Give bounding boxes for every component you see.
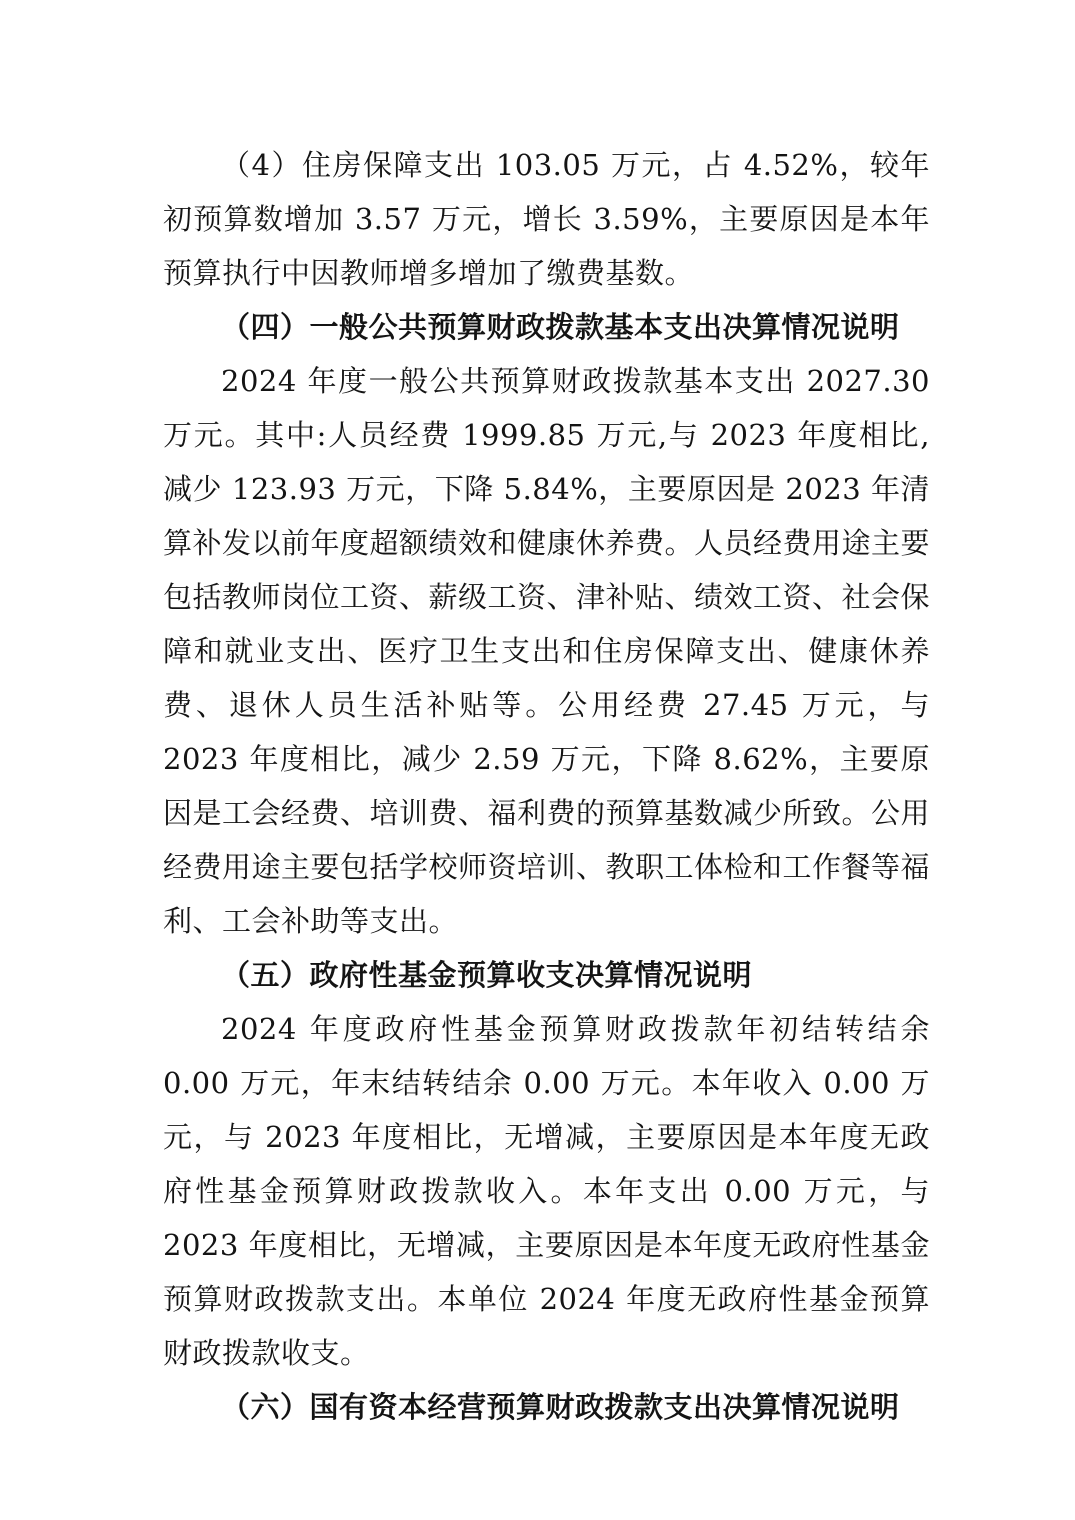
heading-section-4-basic-expenditure: （四）一般公共预算财政拨款基本支出决算情况说明	[221, 310, 900, 344]
document-body	[163, 138, 930, 1434]
paragraph-basic-expenditure-detail: 2024 年度一般公共预算财政拨款基本支出 2027.30 万元。其中:人员经费 1999.85 万元,与 2023 年度相比,减少 123.93 万元，下降 5.84%，主要原因是 2023 年清算补发以前年度超额绩效和健康休养费。人员经费用途主要包括教师岗位工资、薪级工资、津补贴、绩效工资、社会保障和就业支出、医疗卫生支出和住房保障支出、健康休养费、退休人员生活补贴等。公用经费 27.45 万元，与 2023 年度相比，减少 2.59 万元，下降 8.62%，主要原因是工会经费、培训费、福利费的预算基数减少所致。公用经费用途主要包括学校师资培训、教职工体检和工作餐等福利、工会补助等支出。	[163, 364, 931, 938]
heading-section-5-gov-fund-budget: （五）政府性基金预算收支决算情况说明	[221, 958, 753, 992]
paragraph-housing-subsidy-expenditure: （4）住房保障支出 103.05 万元，占 4.52%，较年初预算数增加 3.57 万元，增长 3.59%，主要原因是本年预算执行中因教师增多增加了缴费基数。	[163, 148, 930, 290]
heading-section-6-state-capital-budget: （六）国有资本经营预算财政拨款支出决算情况说明	[221, 1390, 900, 1424]
paragraph-gov-fund-detail: 2024 年度政府性基金预算财政拨款年初结转结余 0.00 万元，年末结转结余 0.00 万元。本年收入 0.00 万元，与 2023 年度相比，无增减，主要原因是本年度无政府性基金预算财政拨款收入。本年支出 0.00 万元，与 2023 年度相比，无增减，主要原因是本年度无政府性基金预算财政拨款支出。本单位 2024 年度无政府性基金预算财政拨款收支。	[163, 1012, 930, 1370]
